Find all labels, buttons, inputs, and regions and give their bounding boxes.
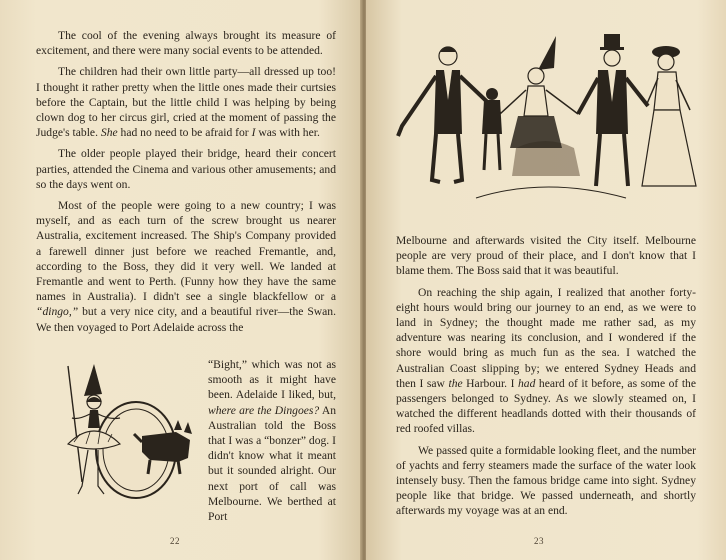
italic-text: had — [518, 376, 536, 390]
italic-text: the — [448, 376, 463, 390]
paragraph-text: An Australian told the Boss that I was a “bonzer” dog. I didn't know what it meant but it sounded alright. Our next port of call was Melbourne. We berthed at Port — [208, 403, 336, 524]
paragraph — [396, 285, 696, 437]
paragraph — [36, 198, 336, 335]
paragraph-text: had no need to be afraid for — [117, 126, 252, 140]
italic-text: where are the Dingoes? — [208, 403, 320, 417]
italic-text: She — [100, 126, 118, 140]
page-number: 22 — [170, 536, 180, 546]
page-number: 23 — [534, 536, 544, 546]
paragraph: The cool of the evening always brought its measure of excitement, and there were many social events to be attended. — [36, 29, 336, 58]
wrapped-text-column — [208, 357, 336, 524]
italic-text: I — [251, 126, 256, 140]
left-page — [0, 0, 362, 560]
paragraph-text: “Bight,” which was not as smooth as it might have been. Adelaide I liked, but, — [208, 358, 336, 402]
left-page-text — [36, 28, 336, 341]
paragraph-text: Most of the people were going to a new country; I was myself, and as each turn of the screw brought us nearer Australia, excitement increased. The Ship's Company provided a farewell dinner just before we reached Fremantle, and, according to the Boss, they did it very well. We landed at Fremantle and went to Perth. (Funny how they have the same names in Australia). I didn't see a single blackfellow or a — [36, 199, 336, 304]
paragraph: Melbourne and afterwards visited the City itself. Melbourne people are very proud of their place, and I don't know that I blame them. The Boss said that it was beautiful. — [396, 234, 696, 278]
paragraph-text: On reaching the ship again, I realized that another forty-eight hours would bring our journey to an end, as we were to land in Sydney; the thought made me rather sad, as my adventure was nearing its conclusion, and I wondered if the shore would bring as much fun as the sea. I watched the Australian Coast slipping by; we entered Sydney Heads and then I saw — [396, 285, 696, 390]
paragraph-text: but a very nice city, and a beautiful river—the Swan. We then voyaged to Port Adelaide across the — [36, 305, 336, 334]
circus-girl-dog-illustration — [38, 362, 206, 512]
italic-text: “dingo,” — [36, 305, 79, 319]
paragraph: We passed quite a formidable looking fleet, and the number of yachts and ferry steamers made the surface of the water look intensely busy. Then the famous bridge came into sight. Sydney people like that bridge. We passed underneath, and shortly afterwards my voyage was at an end. — [396, 443, 696, 518]
paragraph-text: heard of it before, as some of the passengers belonged to Sydney. As we slowly steamed on, I watched the different headlands dotted with their thousands of red roofed villas. — [396, 376, 696, 436]
right-page — [366, 0, 726, 560]
right-page-text — [396, 233, 696, 525]
paragraph-text: The children had their own little party—all dressed up too! I thought it rather pretty when the little ones made their curtsies before the Captain, but the little child I was helping by being clown dog to her circus girl, cried at the moment of passing the Judge's table. — [36, 65, 336, 140]
party-dancers-illustration — [396, 30, 702, 210]
paragraph-text: was with her. — [255, 126, 320, 140]
paragraph-text: Harbour. I — [462, 376, 518, 390]
paragraph: The older people played their bridge, heard their concert parties, attended the Cinema and various other amusements; and so the days went on. — [36, 147, 336, 191]
paragraph — [36, 64, 336, 140]
